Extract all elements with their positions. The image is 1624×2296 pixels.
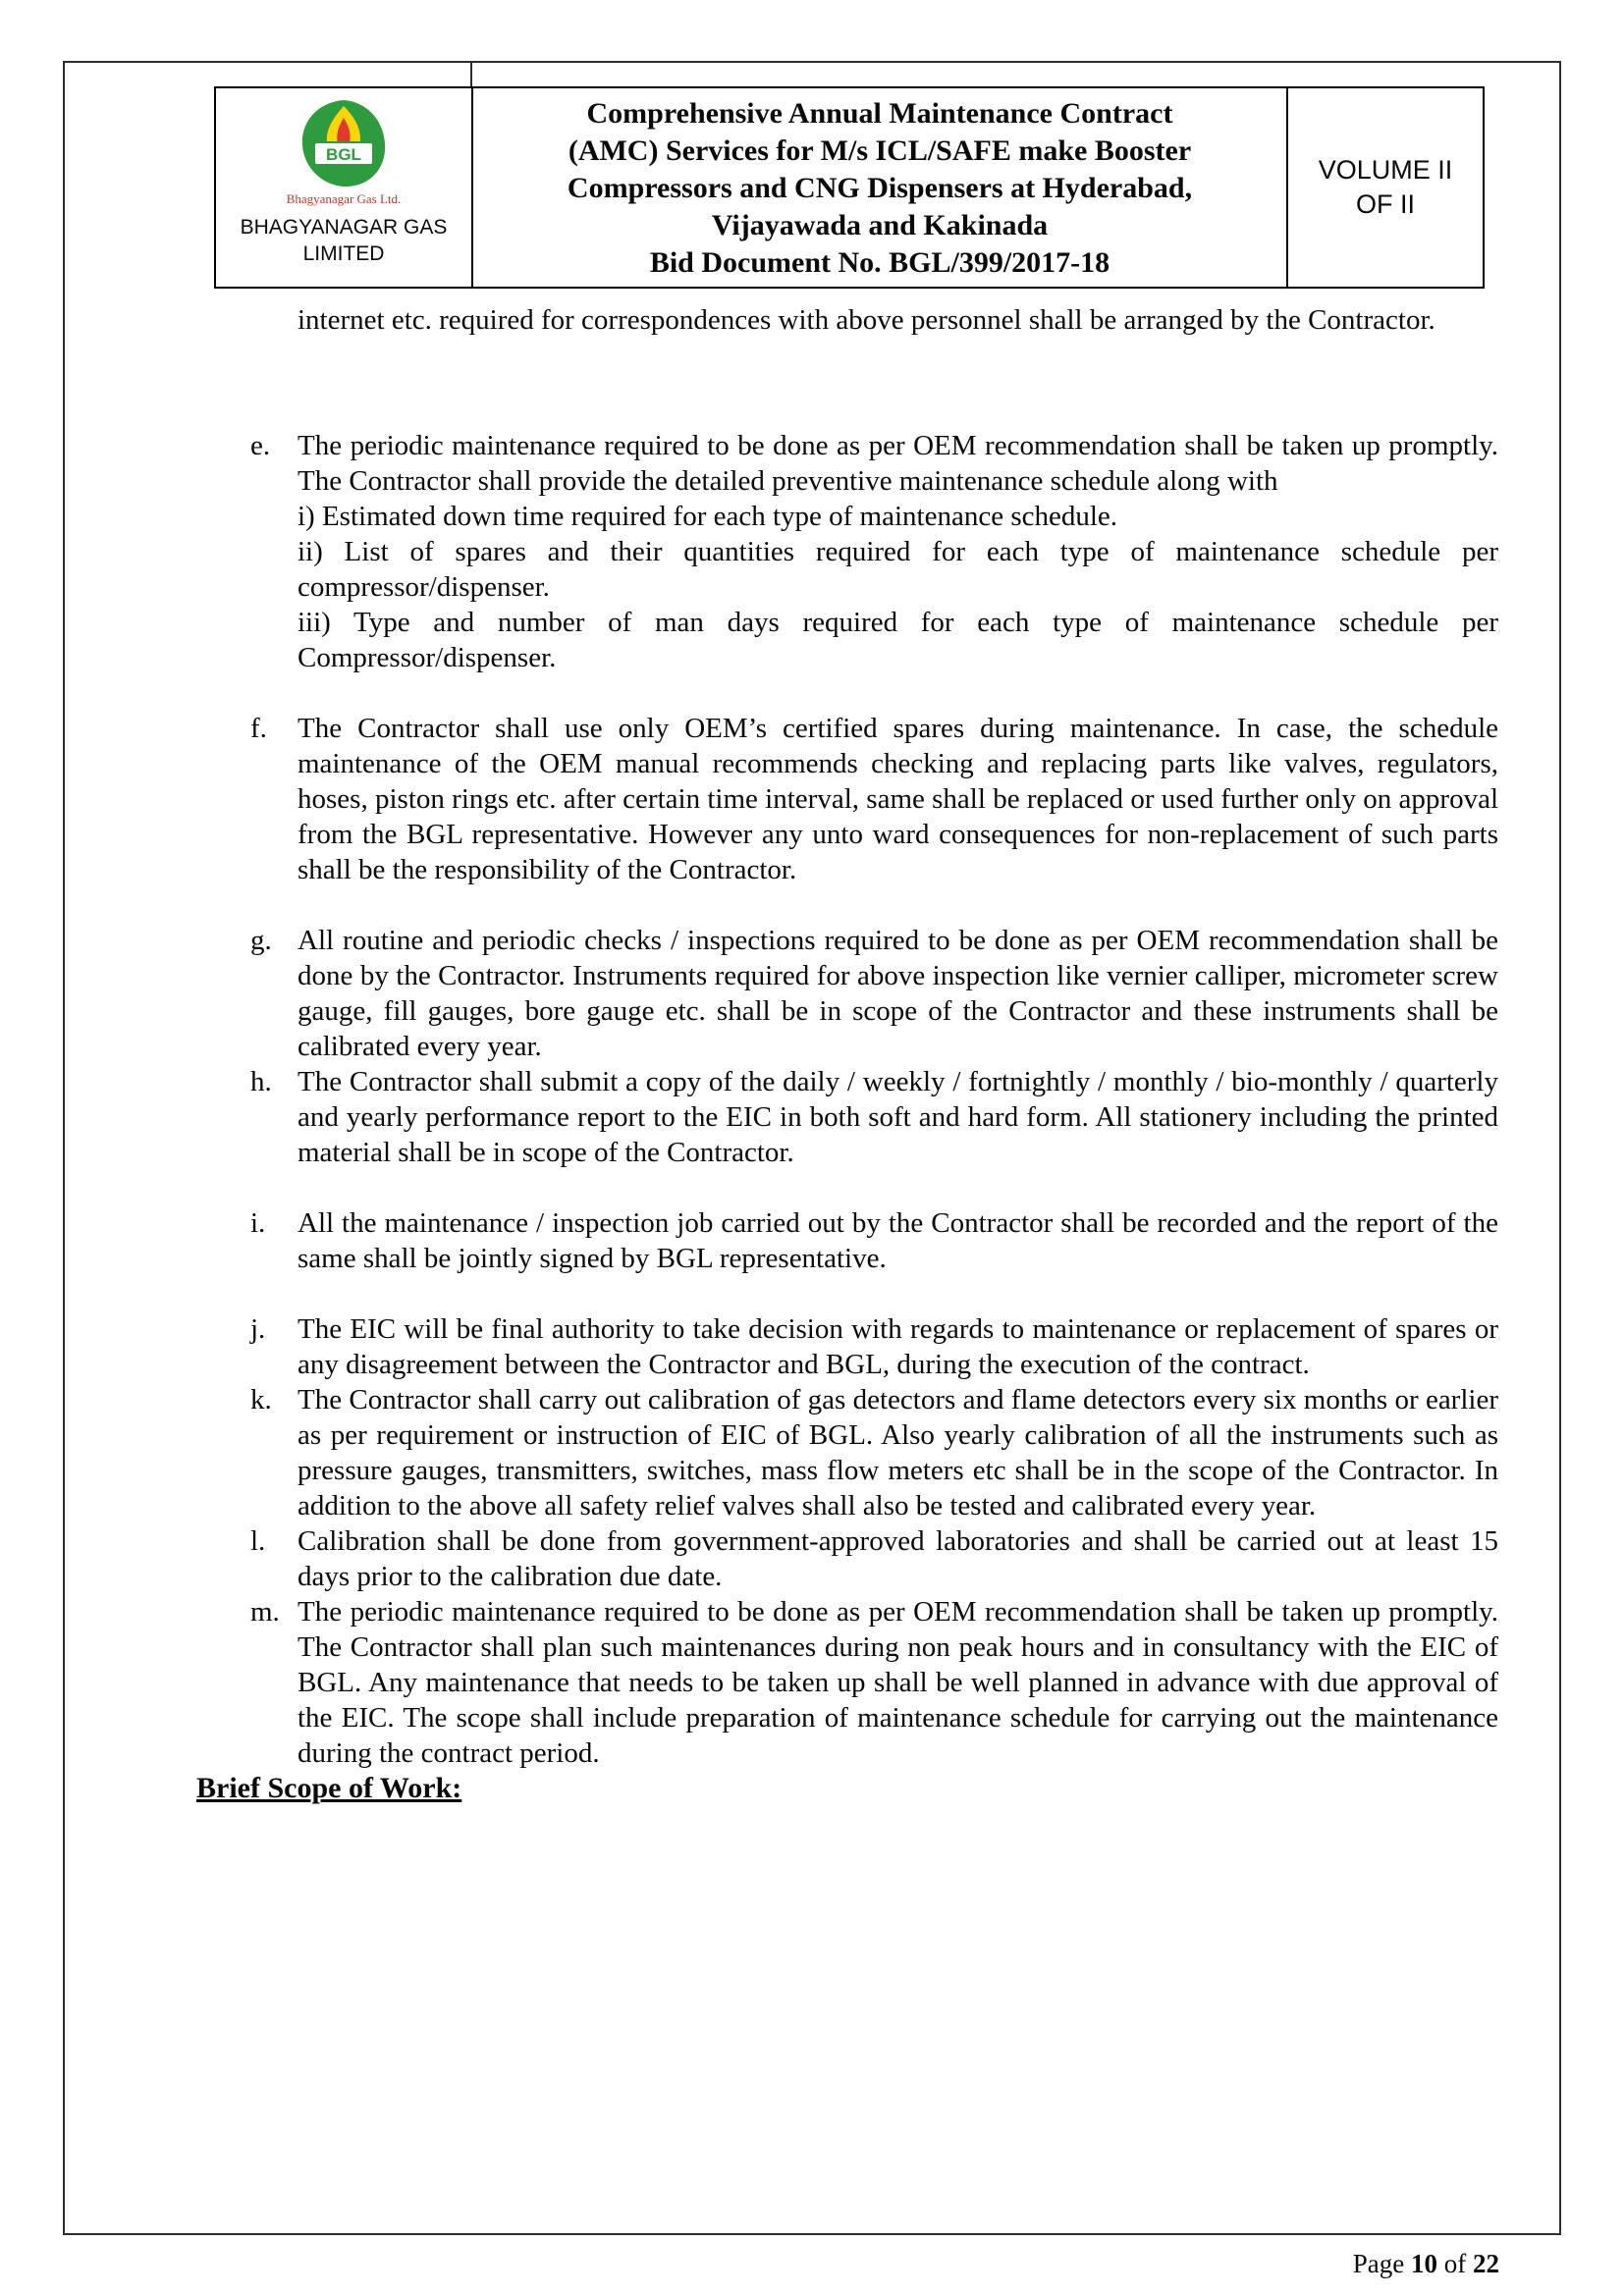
list-item-paragraph: The Contractor shall submit a copy of the daily / weekly / fortnightly / monthly / bio-monthly / quarterly and yearly performance report to the EIC in both soft and hard form. All stationery including the printed material shall be in scope of the Contractor. — [298, 1066, 1498, 1168]
page-number: 10 — [1411, 2249, 1437, 2278]
logo-monogram: BGL — [326, 145, 361, 164]
list-item-label: h. — [250, 1066, 272, 1097]
document-header-table — [214, 86, 1485, 289]
list-item-i — [196, 1205, 1498, 1276]
sub-item: iii) Type and number of man days required for each type of maintenance schedule per Compressor/dispenser. — [298, 607, 1498, 673]
list-item-label: i. — [250, 1207, 266, 1239]
page-footer — [1353, 2248, 1499, 2279]
list-item-f — [196, 711, 1498, 887]
list-item-label: k. — [250, 1384, 272, 1415]
document-body — [196, 302, 1498, 1806]
logo-cell — [216, 88, 473, 287]
intro-paragraph: internet etc. required for correspondences with above personnel shall be arranged by the Contractor. — [298, 304, 1435, 336]
footer-page-word: Page — [1352, 2249, 1411, 2278]
list-item-text — [298, 1311, 1498, 1382]
logo-caption: Bhagyanagar Gas Ltd. — [286, 191, 402, 206]
list-item-paragraph: The Contractor shall carry out calibration of gas detectors and flame detectors every six months or earlier as per requirement or instruction of EIC of BGL. Also yearly calibration of all the instruments such as pressure gauges, transmitters, switches, mass flow meters etc shall be in the scope of the Contractor. In addition to the above all safety relief valves shall also be tested and calibrated every year. — [298, 1384, 1498, 1522]
list-item-g — [196, 923, 1498, 1064]
list-item-label: f. — [250, 713, 267, 744]
list-item-j — [196, 1311, 1498, 1382]
list-item-label: m. — [250, 1596, 280, 1628]
org-name — [241, 214, 448, 267]
bgl-logo — [289, 96, 399, 190]
list-item-label: l. — [250, 1525, 266, 1557]
sub-item: i) Estimated down time required for each type of maintenance schedule. — [298, 501, 1118, 532]
scope-of-work-heading: Brief Scope of Work: — [196, 1772, 462, 1804]
list-item-paragraph: Calibration shall be done from government-approved laboratories and shall be carried out at least 15 days prior to the calibration due date. — [298, 1525, 1498, 1592]
list-item-paragraph: The periodic maintenance required to be done as per OEM recommendation shall be taken up promptly. The Contractor shall plan such maintenances during non peak hours and in consultancy with the EIC of BGL. Any maintenance that needs to be taken up shall be well planned in advance with due approval of the EIC. The scope shall include preparation of maintenance schedule for carrying out the maintenance during the contract period. — [298, 1596, 1498, 1769]
list-item-l — [196, 1523, 1498, 1594]
list-item-text — [298, 1523, 1498, 1594]
org-name-line2: LIMITED — [302, 242, 385, 265]
volume-line2: OF II — [1356, 189, 1415, 219]
list-item-paragraph: The EIC will be final authority to take decision with regards to maintenance or replacement of spares or any disagreement between the Contractor and BGL, during the execution of the contract. — [298, 1313, 1498, 1380]
list-item-text — [298, 923, 1498, 1064]
list-item-text — [298, 711, 1498, 887]
doc-title-line: Compressors and CNG Dispensers at Hyderabad, — [567, 172, 1193, 204]
list-item-paragraph: All the maintenance / inspection job carried out by the Contractor shall be recorded and the report of the same shall be jointly signed by BGL representative. — [298, 1207, 1498, 1274]
volume-cell — [1288, 88, 1483, 287]
doc-title-line: Comprehensive Annual Maintenance Contract — [586, 97, 1173, 130]
list-item-text — [298, 1205, 1498, 1276]
list-item-text — [298, 1382, 1498, 1523]
doc-title-line: Vijayawada and Kakinada — [711, 209, 1049, 241]
list-item-paragraph: The Contractor shall use only OEM’s certified spares during maintenance. In case, the schedule maintenance of the OEM manual recommends checking and replacing parts like valves, regulators, hoses, piston rings etc. after certain time interval, same shall be replaced or used further only on approval from the BGL representative. However any unto ward consequences for non-replacement of such parts shall be the responsibility of the Contractor. — [298, 713, 1498, 885]
list-item-paragraph: The periodic maintenance required to be done as per OEM recommendation shall be taken up promptly. The Contractor shall provide the detailed preventive maintenance schedule along with — [298, 430, 1498, 497]
list-item-m — [196, 1594, 1498, 1771]
list-item-text — [298, 428, 1498, 675]
bid-document-number: Bid Document No. BGL/399/2017-18 — [649, 246, 1110, 279]
list-item-text — [298, 1594, 1498, 1771]
document-title-cell — [473, 88, 1288, 287]
footer-of-word: of — [1437, 2249, 1473, 2278]
list-item-paragraph: All routine and periodic checks / inspections required to be done as per OEM recommendation shall be done by the Contractor. Instruments required for above inspection like vernier calliper, micrometer screw gauge, fill gauges, bore gauge etc. shall be in scope of the Contractor and these instruments shall be calibrated every year. — [298, 925, 1498, 1062]
list-item-e — [196, 428, 1498, 675]
list-item-label: e. — [250, 430, 271, 461]
org-name-line1: BHAGYANAGAR GAS — [240, 216, 448, 239]
table-top-tick — [470, 61, 472, 88]
list-item-text — [298, 1064, 1498, 1170]
list-item-label: g. — [250, 925, 272, 956]
volume-label — [1319, 153, 1453, 222]
volume-line1: VOLUME II — [1318, 155, 1453, 185]
list-item-label: j. — [250, 1313, 266, 1345]
doc-title-line: (AMC) Services for M/s ICL/SAFE make Booster — [568, 134, 1192, 167]
page-total: 22 — [1473, 2249, 1499, 2278]
sub-item: ii) List of spares and their quantities required for each type of maintenance schedule per compressor/dispenser. — [298, 536, 1498, 603]
list-item-h — [196, 1064, 1498, 1170]
list-item-k — [196, 1382, 1498, 1523]
